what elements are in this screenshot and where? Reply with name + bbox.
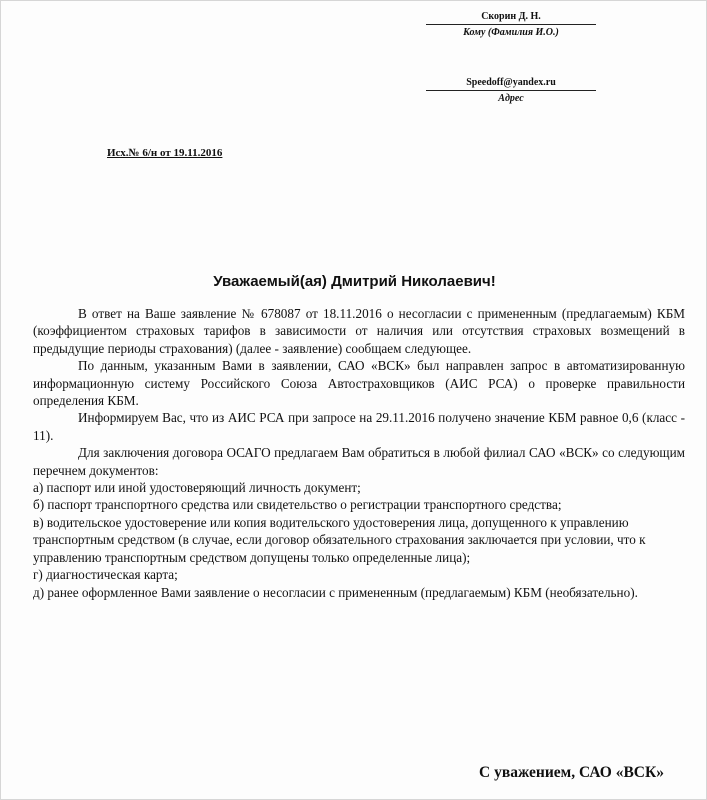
- body-paragraph: Для заключения договора ОСАГО предлагаем Вам обратиться в любой филиал САО «ВСК» со следующим перечнем документов:: [33, 445, 685, 478]
- document-list-item: б) паспорт транспортного средства или свидетельство о регистрации транспортного средства;: [33, 497, 562, 513]
- body-paragraph: По данным, указанным Вами в заявлении, САО «ВСК» был направлен запрос в автоматизированную информационную систему Российского Союза Автостраховщиков (АИС РСА) о проверке правильности определения КБМ.: [33, 358, 685, 409]
- body-paragraph: В ответ на Ваше заявление № 678087 от 18.11.2016 о несогласии с примененным (предлагаемым) КБМ (коэффициентом страховых тарифов в зависимости от наличия или отсутствия страховых возмещений в предыдущие периоды страхования) (далее - заявление) сообщаем следующее.: [33, 306, 685, 356]
- recipient-name: Скорин Д. Н.: [426, 10, 596, 25]
- recipient-caption: Кому (Фамилия И.О.): [463, 27, 559, 38]
- letter-body: [33, 305, 685, 601]
- salutation: Уважаемый(ая) Дмитрий Николаевич!: [213, 273, 496, 290]
- outgoing-reference: Исх.№ 6/н от 19.11.2016: [107, 147, 223, 159]
- document-list-item: в) водительское удостоверение или копия водительского удостоверения лица, допущенного к управлению транспортным средством (в случае, если договор обязательного страхования заключается при условии, что к управлению транспортным средством допущены только определенные лица);: [33, 514, 646, 565]
- document-list-item: а) паспорт или иной удостоверяющий личность документ;: [33, 480, 361, 496]
- document-list-item: д) ранее оформленное Вами заявление о несогласии с примененным (предлагаемым) КБМ (необязательно).: [33, 584, 638, 600]
- address-caption: Адрес: [498, 93, 524, 104]
- recipient-email: Speedoff@yandex.ru: [426, 76, 596, 91]
- body-paragraph: Информируем Вас, что из АИС РСА при запросе на 29.11.2016 получено значение КБМ равное 0,6 (класс - 11).: [33, 410, 685, 443]
- document-list-item: г) диагностическая карта;: [33, 567, 178, 583]
- signoff: С уважением, САО «ВСК»: [479, 764, 664, 781]
- addressee-block: [426, 10, 596, 105]
